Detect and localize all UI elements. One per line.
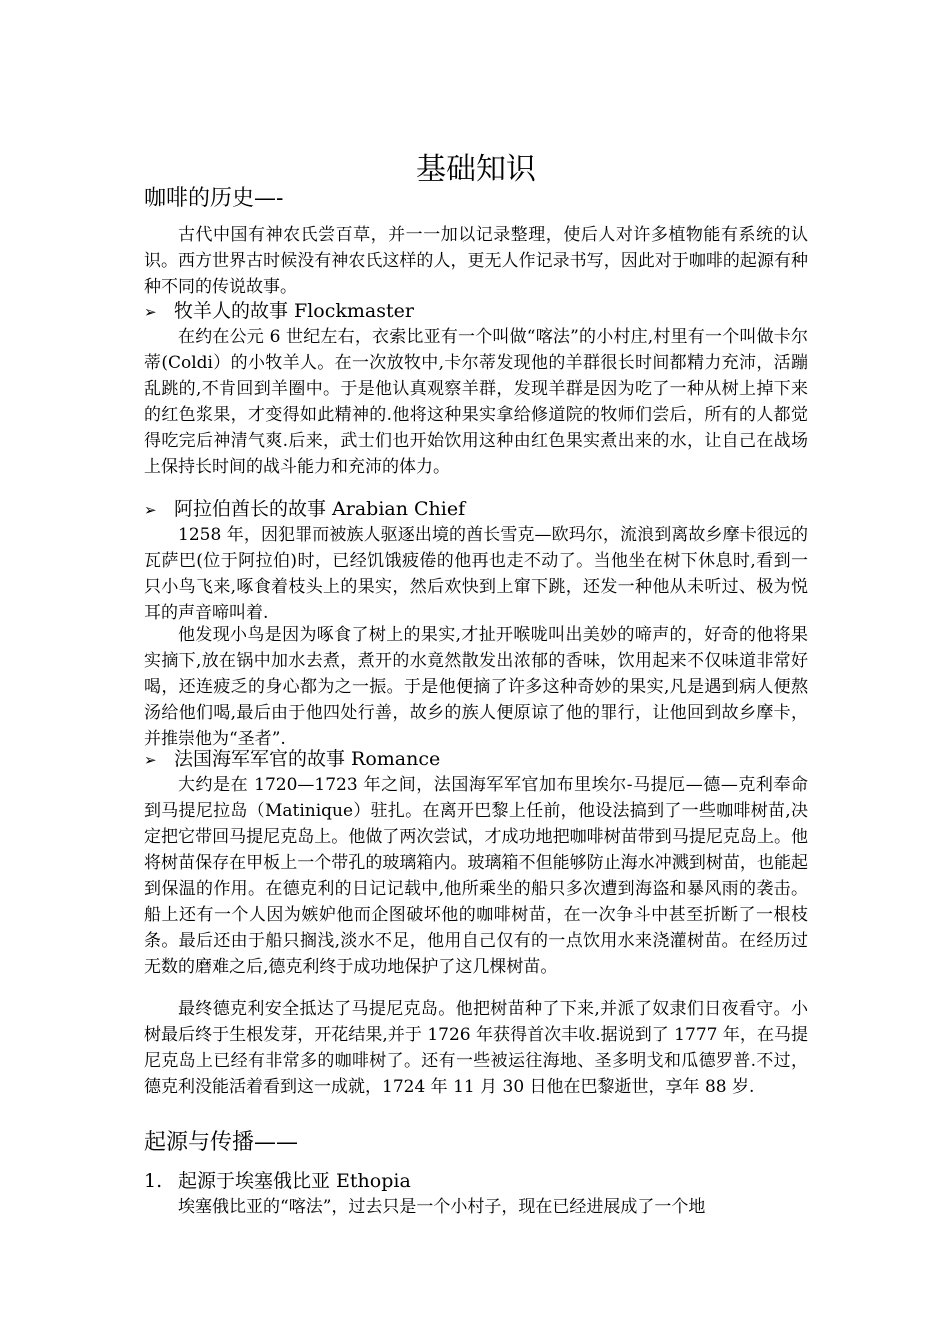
story-heading-label: 法国海军军官的故事 Romance <box>174 748 441 770</box>
origin-item-label: 起源于埃塞俄比亚 Ethopia <box>178 1170 411 1192</box>
story-heading-flockmaster <box>144 298 808 325</box>
section-heading-history: 咖啡的历史—- <box>144 186 284 211</box>
intro-paragraph: 古代中国有神农氏尝百草，并一一加以记录整理，使后人对许多植物能有系统的认识。西方世界古时候没有神农氏这样的人，更无人作记录书写，因此对于咖啡的起源有种种不同的传说故事。 <box>144 225 808 297</box>
story-paragraph: 1258 年，因犯罪而被族人驱逐出境的酋长雪克—欧玛尔，流浪到离故乡摩卡很远的瓦萨巴(位于阿拉伯)时，已经饥饿疲倦的他再也走不动了。当他坐在树下休息时,看到一只小鸟飞来,啄食着枝头上的果实，然后欢快到上窜下跳，还发一种他从未听过、极为悦耳的声音啼叫着. <box>144 525 808 623</box>
page-title: 基础知识 <box>416 152 536 188</box>
story-heading-arabian-chief <box>144 496 808 523</box>
story-paragraph: 他发现小鸟是因为啄食了树上的果实,才扯开喉咙叫出美妙的啼声的，好奇的他将果实摘下,放在锅中加水去煮，煮开的水竟然散发出浓郁的香味，饮用起来不仅味道非常好喝，还连疲乏的身心都为之一振。于是他便摘了许多这种奇妙的果实,凡是遇到病人便熬汤给他们喝,最后由于他四处行善，故乡的族人便原谅了他的罪行，让他回到故乡摩卡，并推崇他为“圣者”. <box>144 625 808 749</box>
arrow-bullet-icon: ➢ <box>144 303 157 321</box>
story-paragraph: 在约在公元 6 世纪左右，衣索比亚有一个叫做“喀法”的小村庄,村里有一个叫做卡尔蒂(Coldi）的小牧羊人。在一次放牧中,卡尔蒂发现他的羊群很长时间都精力充沛，活蹦乱跳的,不肯回到羊圈中。于是他认真观察羊群，发现羊群是因为吃了一种从树上掉下来的红色浆果，才变得如此精神的.他将这种果实拿给修道院的牧师们尝后，所有的人都觉得吃完后神清气爽.后来，武士们也开始饮用这种由红色果实煮出来的水，让自己在战场上保持长时间的战斗能力和充沛的体力。 <box>144 327 808 477</box>
origin-item-heading <box>144 1168 808 1194</box>
section-heading-origin: 起源与传播—— <box>144 1130 299 1155</box>
list-number: 1. <box>144 1170 163 1192</box>
story-heading-label: 牧羊人的故事 Flockmaster <box>174 300 414 322</box>
origin-item-paragraph: 埃塞俄比亚的“喀法”，过去只是一个小村子，现在已经进展成了一个地 <box>178 1197 706 1217</box>
story-heading-romance <box>144 746 808 773</box>
arrow-bullet-icon: ➢ <box>144 751 157 769</box>
story-paragraph: 大约是在 1720—1723 年之间，法国海军军官加布里埃尔-马提厄—德—克利奉命到马提尼拉岛（Matinique）驻扎。在离开巴黎上任前，他设法搞到了一些咖啡树苗,决定把它带回马提尼克岛上。他做了两次尝试，才成功地把咖啡树苗带到马提尼克岛上。他将树苗保存在甲板上一个带孔的玻璃箱内。玻璃箱不但能够防止海水冲溅到树苗，也能起到保温的作用。在德克利的日记记载中,他所乘坐的船只多次遭到海盗和暴风雨的袭击。船上还有一个人因为嫉妒他而企图破坏他的咖啡树苗，在一次争斗中甚至折断了一根枝条。最后还由于船只搁浅,淡水不足，他用自己仅有的一点饮用水来浇灌树苗。在经历过无数的磨难之后,德克利终于成功地保护了这几棵树苗。 <box>144 775 808 977</box>
arrow-bullet-icon: ➢ <box>144 501 157 519</box>
story-paragraph: 最终德克利安全抵达了马提尼克岛。他把树苗种了下来,并派了奴隶们日夜看守。小树最后终于生根发芽，开花结果,并于 1726 年获得首次丰收.据说到了 1777 年，在马提尼克岛上已经有非常多的咖啡树了。还有一些被运往海地、圣多明戈和瓜德罗普.不过，德克利没能活着看到这一成就，1724 年 11 月 30 日他在巴黎逝世，享年 88 岁. <box>144 999 808 1097</box>
story-heading-label: 阿拉伯酋长的故事 Arabian Chief <box>174 498 466 520</box>
